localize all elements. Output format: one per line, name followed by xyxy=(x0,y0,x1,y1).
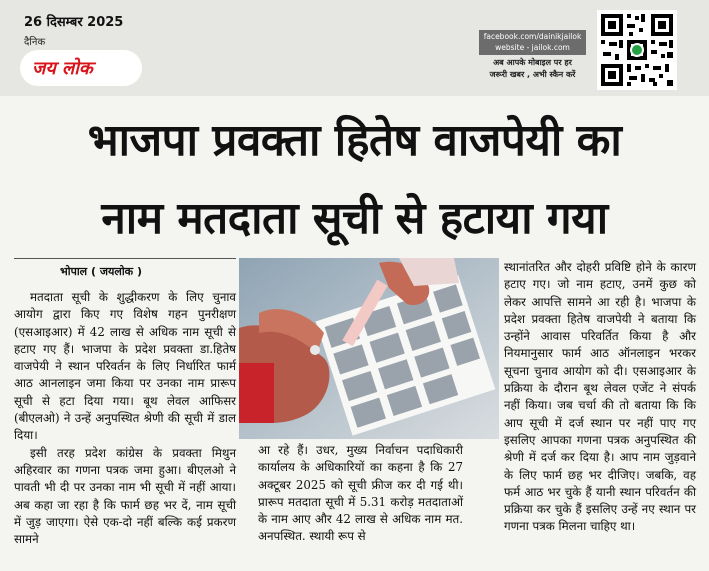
article-column-3 xyxy=(504,259,696,536)
logo-name: जय लोक xyxy=(32,58,93,79)
scan-line-2: जरूरी खबर , अभी स्कैन करें xyxy=(489,70,576,79)
scan-prompt xyxy=(479,57,586,81)
headline-line-1: भाजपा प्रवक्ता हितेष वाजपेयी का xyxy=(87,115,622,166)
newspaper-logo xyxy=(22,52,140,84)
qr-code-icon xyxy=(597,10,677,90)
masthead xyxy=(0,0,709,96)
article-paragraph: आ रहे हैं। उधर, मुख्य निर्वाचन पदाधिकारी कार्यालय के अधिकारियों का कहना है कि 27 अक्टूबर 2025 को सूची फ्रीज कर दी गई थी। प्रारूप मतदाता सूची में 5.31 करोड़ मतदाताओं के नाम आए और 42 लाख से अधिक नाम मत. अनपस्थित. स्थायी रूप से xyxy=(258,443,463,544)
byline-divider xyxy=(14,258,236,259)
article-photo xyxy=(239,258,499,439)
article-column-1 xyxy=(14,289,236,548)
byline: भोपाल ( जयलोक ) xyxy=(60,265,142,278)
headline xyxy=(0,102,709,258)
article-paragraph: मतदाता सूची के शुद्धीकरण के लिए चुनाव आयोग द्वारा किए गए विशेष गहन पुनरीक्षण (एसआइआर) में 42 लाख से अधिक नाम सूची से हटाए गए हैं। भाजपा के प्रदेश प्रवक्ता डा.हितेष वाजपेयी ने स्थान परिवर्तन के लिए निर्धारित फार्म आठ आनलाइन जमा किया पर उनका नाम प्रारूप सूची से हटा दिया गया। बूथ लेवल आफिसर (बीएलओ) ने उन्हें अनुपस्थित श्रेणी की सूची में डाल दिया। xyxy=(14,290,236,443)
article-paragraph: स्थानांतरित और दोहरी प्रविष्टि होने के कारण हटाए गए। जो नाम हटाए, उनमें कुछ को लेकर आपत्ति सामने आ रही है। भाजपा के प्रदेश प्रवक्ता हितेष वाजपेयी ने बताया कि उन्होंने आवास परिवर्तित किया है और नियमानुसार फार्म आठ ऑनलाइन भरकर सूचना चुनाव आयोग को दी। एसआइआर के प्रक्रिया के दौरान बूथ लेवल एजेंट ने संपर्क नहीं किया। जब चर्चा की तो बताया कि कि आप सूची में दर्ज स्थान पर नहीं पाए गए इसलिए आपका गणना पत्रक अनुपस्थित की श्रेणी में दर्ज कर दिया है। आप नाम जुड़वाने के लिए फार्म छह भर दीजिए। जबकि, वह फर्म आठ भर चुके हैं यानी स्थान परिवर्तन की प्रक्रिया कर चुके हैं इसलिए उन्हें नए स्थान पर गणना पत्रक मिलना चाहिए था। xyxy=(504,260,696,534)
scan-line-1: अब आपके मोबाइल पर हर xyxy=(493,58,572,67)
facebook-link[interactable]: facebook.com/dainikjailok xyxy=(483,32,582,41)
headline-line-2: नाम मतदाता सूची से हटाया गया xyxy=(101,193,608,244)
article-column-2 xyxy=(258,442,463,546)
issue-date: 26 दिसम्बर 2025 xyxy=(24,15,124,30)
qr-code[interactable] xyxy=(597,10,677,90)
article-paragraph: इसी तरह प्रदेश कांग्रेस के प्रवक्ता मिथुन अहिरवार का गणना पत्रक जमा हुआ। बीएलओ ने पावती भी दी पर उनका नाम भी सूची में नहीं आया। अब कहा जा रहा है कि फार्म छह भर दें, नाम सूची में जुड़ जाएगा। ऐसे एक-दो नहीं बल्कि कई प्रकरण सामने xyxy=(14,445,236,547)
voter-form-photo-icon xyxy=(239,258,499,439)
website-link[interactable]: website - jailok.com xyxy=(495,43,570,52)
logo-prefix: दैनिक xyxy=(24,37,46,48)
social-links-box xyxy=(479,30,586,55)
